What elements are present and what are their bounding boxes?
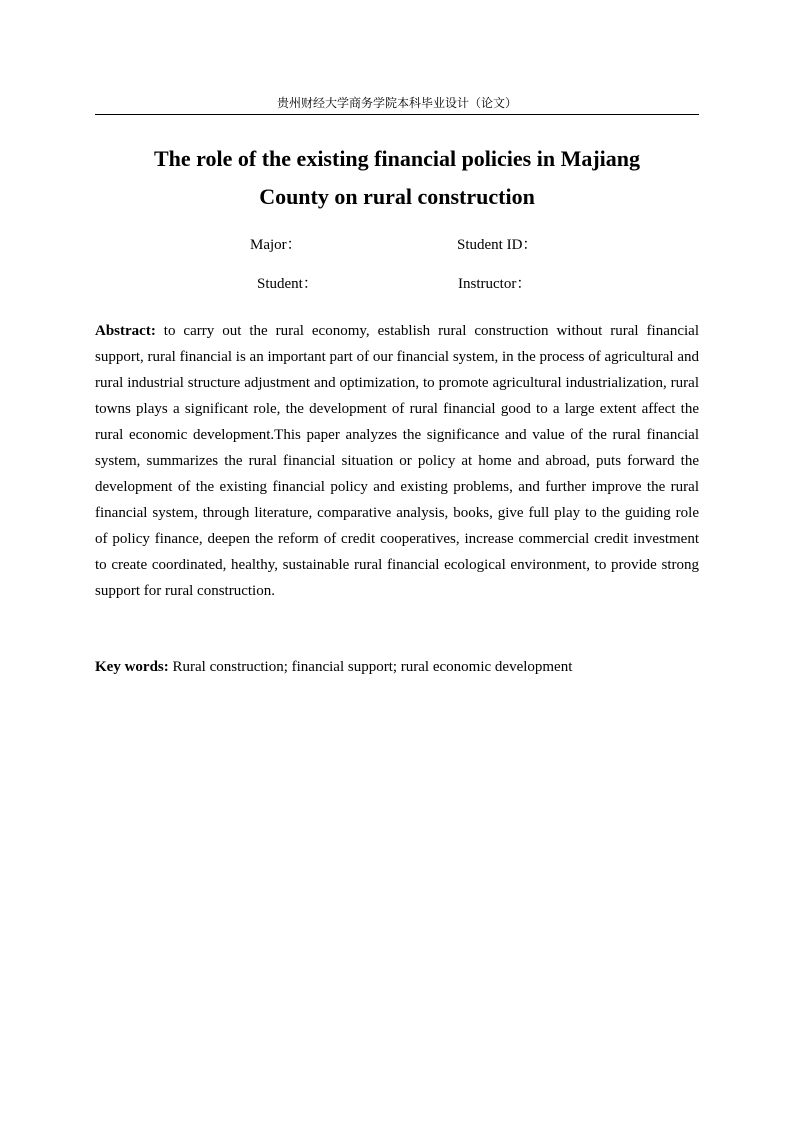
paper-title	[95, 140, 699, 216]
paper-title-line-2: County on rural construction	[259, 184, 535, 209]
student-id-label: Student ID：	[457, 237, 538, 253]
abstract-text: to carry out the rural economy, establish rural construction without rural financial support, rural financial is an important part of our financial system, in the process of agricultural and rural industrial structure adjustment and optimization, to promote agricultural industrialization, rural towns plays a significant role, the development of rural financial good to a large extent affect the rural economic development.This paper analyzes the significance and value of the rural financial system, summarizes the rural financial situation or policy at home and abroad, puts forward the development of the existing financial policy and existing problems, and further improve the rural financial system, through literature, comparative analysis, books, give full play to the guiding role of policy finance, deepen the reform of credit cooperatives, increase commercial credit investment to create coordinated, healthy, sustainable rural financial ecological environment, to provide strong support for rural construction.	[95, 323, 700, 599]
header-rule	[95, 114, 699, 115]
abstract-paragraph	[95, 318, 699, 604]
keywords-label: Key words:	[95, 659, 169, 675]
instructor-label: Instructor：	[458, 276, 532, 292]
paper-title-line-1: The role of the existing financial policies in Majiang	[153, 146, 641, 171]
student-label: Student：	[257, 276, 318, 292]
keywords-paragraph	[95, 657, 699, 677]
abstract-label: Abstract:	[95, 323, 156, 339]
major-label: Major：	[250, 237, 302, 253]
running-header: 贵州财经大学商务学院本科毕业设计（论文）	[276, 96, 517, 110]
keywords-text: Rural construction; financial support; rural economic development	[172, 659, 573, 675]
